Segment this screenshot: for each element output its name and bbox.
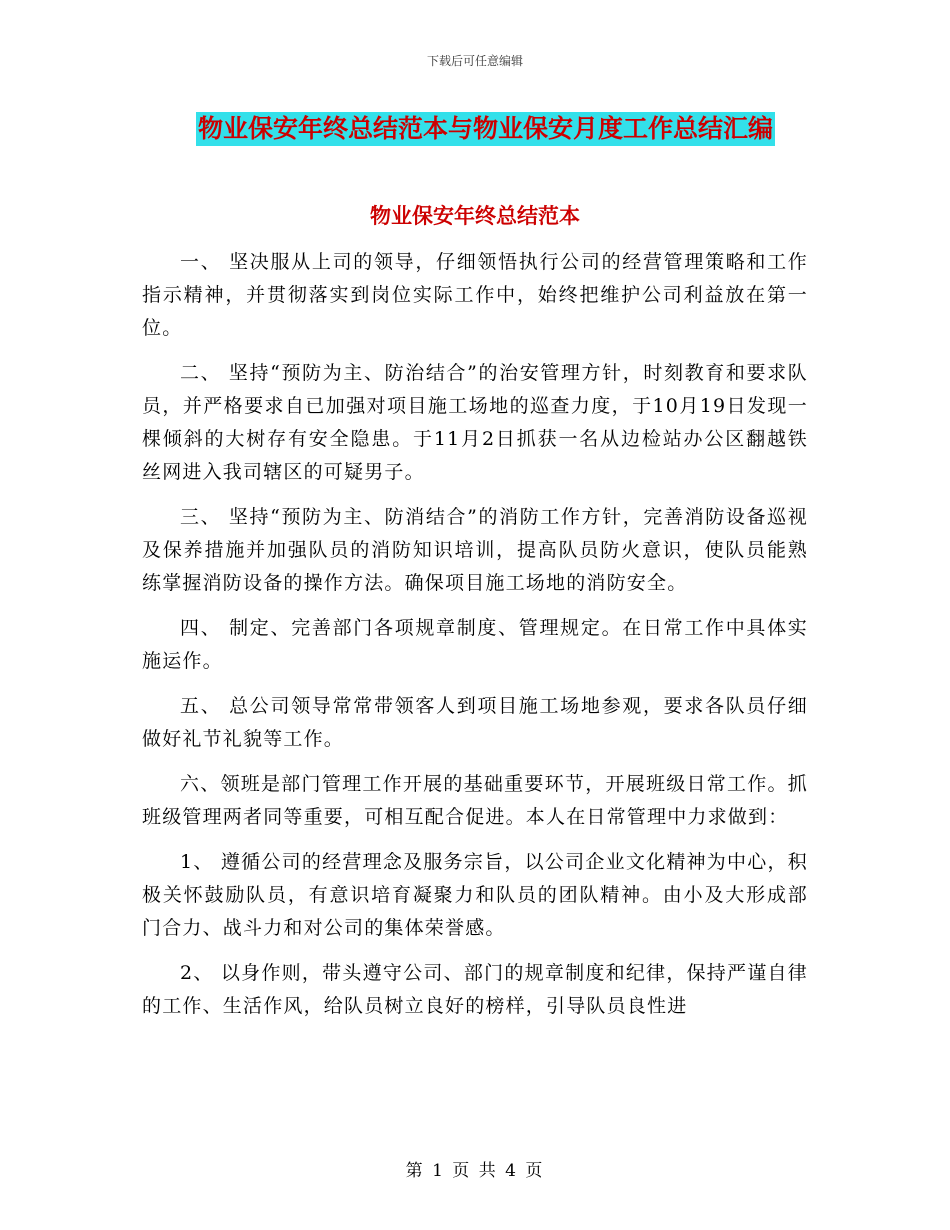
section-title: 物业保安年终总结范本 [370,203,580,228]
paragraph-6: 六、领班是部门管理工作开展的基础重要环节，开展班级日常工作。抓班级管理两者同等重要，可相互配合促进。本人在日常管理中力求做到： [142,773,808,828]
paragraph-3: 三、 坚持“预防为主、防消结合”的消防工作方针，完善消防设备巡视及保养措施并加强队员的消防知识培训，提高队员防火意识，使队员能熟练掌握消防设备的操作方法。确保项目施工场地的消防安全。 [142,506,808,594]
paragraph-8: 2、 以身作则，带头遵守公司、部门的规章制度和纪律，保持严谨自律的工作、生活作风，给队员树立良好的榜样，引导队员良性进 [142,962,808,1017]
paragraph-5: 五、 总公司领导常常带领客人到项目施工场地参观，要求各队员仔细做好礼节礼貌等工作。 [142,695,808,750]
paragraph-7: 1、 遵循公司的经营理念及服务宗旨，以公司企业文化精神为中心，积极关怀鼓励队员，有意识培育凝聚力和队员的团队精神。由小及大形成部门合力、战斗力和对公司的集体荣誉感。 [142,851,808,939]
document-body [142,246,808,1035]
paragraph-4: 四、 制定、完善部门各项规章制度、管理规定。在日常工作中具体实施运作。 [142,617,808,672]
page-number-footer: 第 1 页 共 4 页 [405,1161,545,1181]
document-title: 物业保安年终总结范本与物业保安月度工作总结汇编 [196,112,775,146]
paragraph-2: 二、 坚持“预防为主、防治结合”的治安管理方针，时刻教育和要求队员，并严格要求自已加强对项目施工场地的巡查力度，于10月19日发现一棵倾斜的大树存有安全隐患。于11月2日抓获一名从边检站办公区翻越铁丝网进入我司辖区的可疑男子。 [142,362,808,483]
page-header-note: 下载后可任意编辑 [426,54,523,68]
paragraph-1: 一、 坚决服从上司的领导，仔细领悟执行公司的经营管理策略和工作 指示精神，并贯彻落实到岗位实际工作中，始终把维护公司利益放在第一位。 [142,251,808,339]
